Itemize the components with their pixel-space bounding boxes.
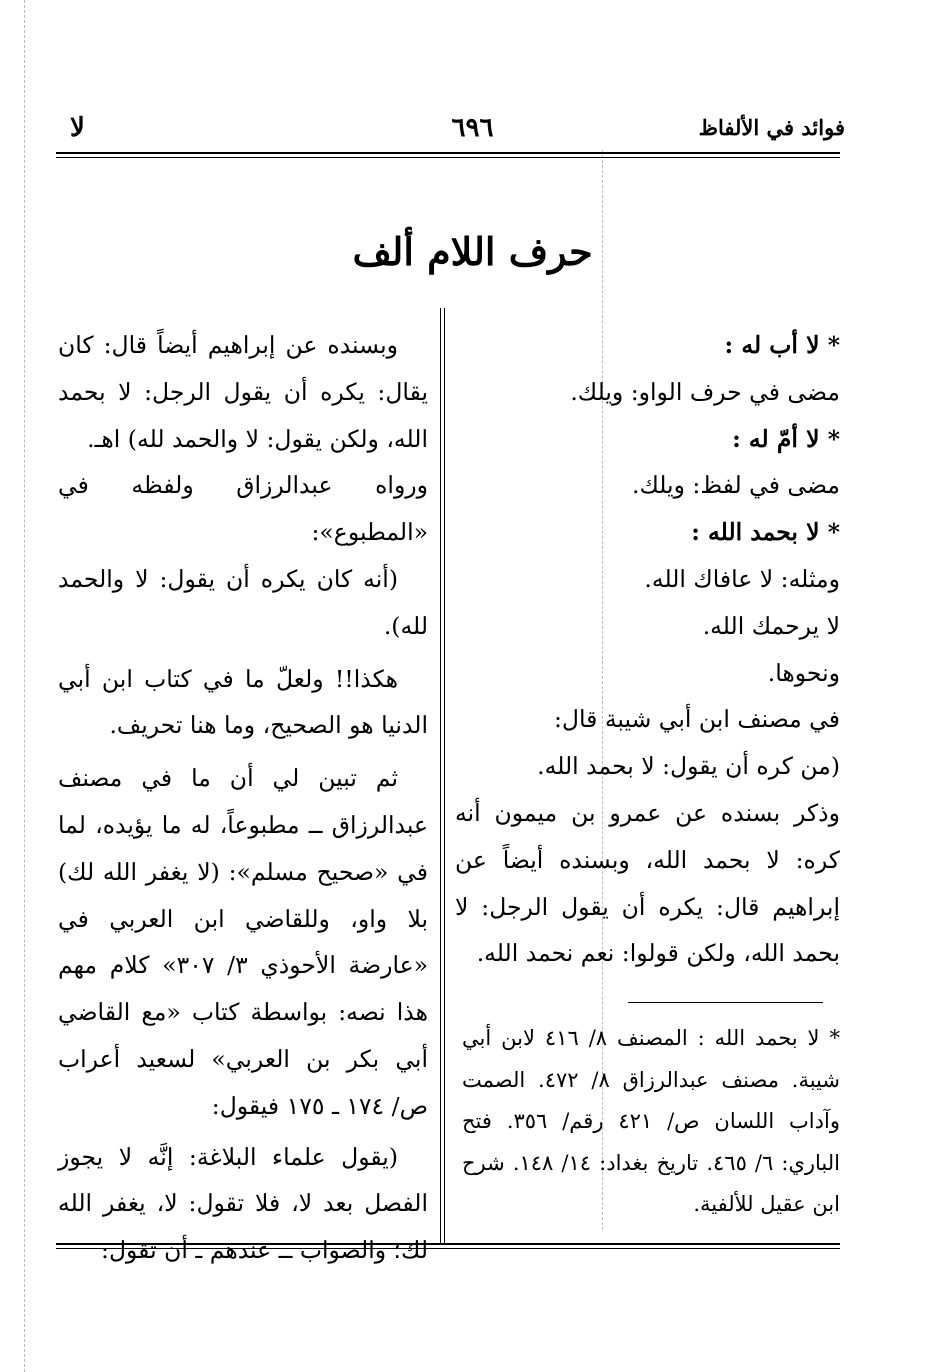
column-divider — [440, 308, 445, 1243]
chapter-title: حرف اللام ألف — [352, 229, 593, 274]
entry-heading: * لا أمّ له : — [732, 424, 840, 453]
entry-heading: * لا أب له : — [724, 331, 840, 359]
footnote-text: * لا بحمد الله : المصنف ٨/ ٤١٦ لابن أبي شيبة. مصنف عبدالرزاق ٨/ ٤٧٢. الصمت وآداب اللسان ص/ ٤٢١ رقم/ ٣٥٦. فتح الباري: ٦/ ٤٦٥. تاريخ بغداد: ١٤/ ١٤٨. شرح ابن عقيل للألفية. — [462, 1026, 840, 1216]
scan-guide-line — [24, 0, 25, 1372]
entry-heading: * لا بحمد الله : — [691, 518, 840, 547]
running-head-letter: لا — [70, 113, 85, 143]
paragraph: (أنه كان يكره أن يقول: لا والحمد لله). — [58, 564, 428, 640]
paragraph: (يقول علماء البلاغة: إنَّه لا يجوز الفصل بعد لا، فلا تقول: لا، يغفر الله لك؛ والصواب ــ عندهم ـ أن تقول: — [58, 1142, 428, 1265]
paragraph: وبسنده عن إبراهيم أيضاً قال: كان يقال: يكره أن يقول الرجل: لا بحمد الله، ولكن يقول: لا والحمد لله) اهـ. — [58, 331, 428, 453]
paragraph: هكذا!! ولعلّ ما في كتاب ابن أبي الدنيا هو الصحيح، وما هنا تحريف. — [58, 664, 428, 740]
paragraph: ونحوها. — [767, 658, 840, 687]
paragraph: مضى في لفظ: ويلك. — [631, 471, 840, 500]
footnote-separator — [628, 1002, 823, 1003]
paragraph: ورواه عبدالرزاق ولفظه في «المطبوع»: — [58, 471, 428, 547]
paragraph: ومثله: لا عافاك الله. — [644, 564, 840, 593]
paragraph: وذكر بسنده عن عمرو بن ميمون أنه كره: لا بحمد الله، وبسنده أيضاً عن إبراهيم قال: يكره أن يقول الرجل: لا بحمد الله، ولكن قولوا: نعم نحمد الله. — [455, 798, 840, 968]
paragraph: (من كره أن يقول: لا بحمد الله. — [537, 752, 840, 781]
paragraph: ثم تبين لي أن ما في مصنف عبدالرزاق ــ مطبوعاً، له ما يؤيده، لما في «صحيح مسلم»: (لا يغفر الله لك) بلا واو، وللقاضي ابن العربي في «عارضة الأحوذي ٣/ ٣٠٧» كلام مهم هذا نصه: بواسطة كتاب «مع القاضي أبي بكر بن العربي» لسعيد أعراب ص/ ١٧٤ ـ ١٧٥ فيقول: — [58, 764, 429, 1120]
paragraph: مضى في حرف الواو: ويلك. — [570, 377, 840, 406]
page-number: ٦٩٦ — [451, 113, 494, 143]
footer-rule — [56, 1243, 840, 1249]
paragraph: لا يرحمك الله. — [702, 611, 840, 640]
footnote — [462, 1018, 840, 1226]
left-column — [58, 322, 428, 1274]
right-column — [455, 322, 840, 977]
header-rule — [56, 152, 840, 158]
paragraph: في مصنف ابن أبي شيبة قال: — [553, 705, 840, 734]
running-head-title: فوائد في الألفاظ — [698, 115, 845, 140]
